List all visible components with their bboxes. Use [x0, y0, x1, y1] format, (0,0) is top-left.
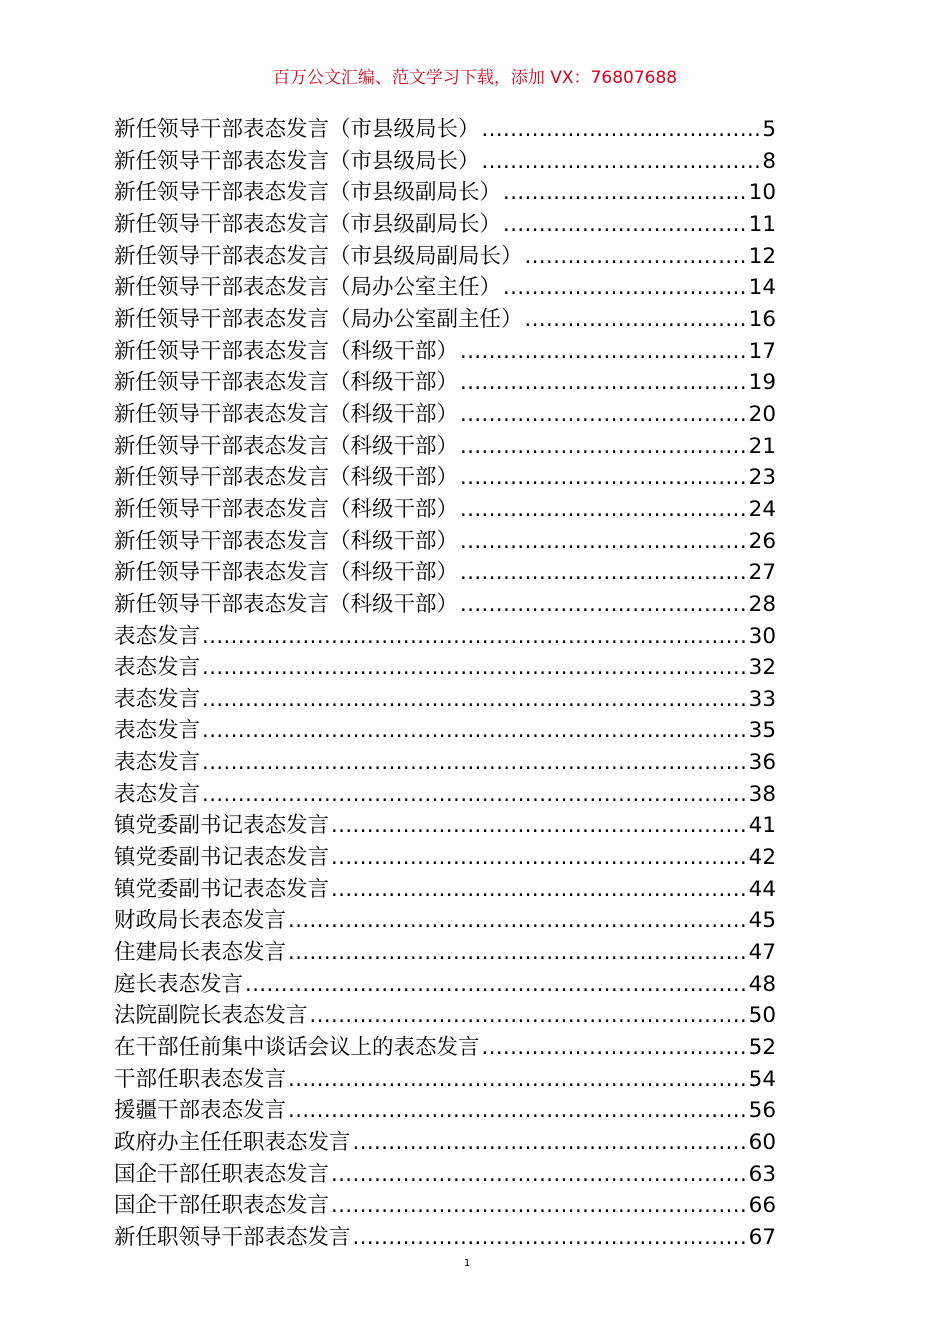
toc-entry-title: 镇党委副书记表态发言: [114, 845, 330, 871]
toc-entry-page: 5: [762, 117, 776, 142]
toc-entry[interactable]: [114, 779, 776, 811]
toc-dot-leader: [245, 969, 747, 1001]
toc-dot-leader: [460, 367, 747, 399]
toc-entry-title: 新任领导干部表态发言（科级干部）: [114, 370, 459, 396]
toc-entry-page: 24: [748, 496, 776, 522]
toc-entry-page: 14: [748, 275, 776, 301]
toc-dot-leader: [331, 1190, 747, 1222]
toc-entry-page: 66: [748, 1193, 776, 1219]
toc-dot-leader: [482, 114, 761, 146]
toc-dot-leader: [202, 621, 747, 653]
toc-entry-page: 20: [748, 401, 776, 427]
toc-entry[interactable]: [114, 589, 776, 621]
toc-entry-page: 48: [748, 971, 776, 997]
toc-dot-leader: [460, 526, 747, 558]
toc-entry[interactable]: [114, 1159, 776, 1191]
toc-dot-leader: [503, 209, 747, 241]
toc-dot-leader: [460, 589, 747, 621]
toc-entry[interactable]: [114, 969, 776, 1001]
toc-entry-page: 41: [748, 813, 776, 839]
toc-entry[interactable]: [114, 1127, 776, 1159]
toc-dot-leader: [353, 1127, 747, 1159]
toc-dot-leader: [460, 431, 747, 463]
toc-entry[interactable]: [114, 842, 776, 874]
toc-entry-page: 21: [748, 433, 776, 459]
toc-entry[interactable]: [114, 241, 776, 273]
toc-entry-page: 32: [748, 655, 776, 681]
toc-entry-page: 67: [748, 1224, 776, 1250]
toc-dot-leader: [503, 177, 747, 209]
toc-dot-leader: [331, 810, 747, 842]
toc-entry[interactable]: [114, 715, 776, 747]
toc-entry-page: 30: [748, 623, 776, 649]
toc-dot-leader: [202, 715, 747, 747]
toc-entry-title: 新任领导干部表态发言（科级干部）: [114, 338, 459, 364]
toc-entry[interactable]: [114, 1064, 776, 1096]
toc-entry[interactable]: [114, 1000, 776, 1032]
toc-dot-leader: [202, 652, 747, 684]
toc-entry-title: 表态发言: [114, 623, 201, 649]
toc-entry-page: 44: [748, 876, 776, 902]
toc-entry-title: 新任领导干部表态发言（市县级局副局长）: [114, 243, 523, 269]
toc-entry[interactable]: [114, 937, 776, 969]
toc-entry[interactable]: [114, 146, 776, 178]
toc-entry-page: 63: [748, 1161, 776, 1187]
toc-entry-title: 表态发言: [114, 781, 201, 807]
toc-dot-leader: [202, 747, 747, 779]
toc-dot-leader: [288, 905, 747, 937]
toc-dot-leader: [202, 779, 747, 811]
toc-entry[interactable]: [114, 905, 776, 937]
toc-dot-leader: [331, 842, 747, 874]
toc-entry-page: 11: [748, 211, 776, 237]
toc-entry[interactable]: [114, 462, 776, 494]
toc-entry-title: 新任领导干部表态发言（科级干部）: [114, 560, 459, 586]
toc-dot-leader: [460, 399, 747, 431]
toc-entry[interactable]: [114, 621, 776, 653]
toc-entry[interactable]: [114, 1095, 776, 1127]
toc-entry-page: 36: [748, 750, 776, 776]
toc-dot-leader: [525, 241, 747, 273]
toc-entry-title: 镇党委副书记表态发言: [114, 876, 330, 902]
toc-entry-page: 28: [748, 591, 776, 617]
toc-entry-title: 新任领导干部表态发言（科级干部）: [114, 433, 459, 459]
watermark-header: 百万公文汇编、范文学习下载，添加 VX：76807688: [272, 68, 678, 88]
toc-entry-page: 54: [748, 1066, 776, 1092]
toc-entry-page: 33: [748, 686, 776, 712]
toc-entry-page: 10: [748, 180, 776, 206]
toc-entry[interactable]: [114, 810, 776, 842]
toc-entry[interactable]: [114, 209, 776, 241]
toc-dot-leader: [460, 462, 747, 494]
toc-dot-leader: [288, 937, 747, 969]
toc-entry[interactable]: [114, 336, 776, 368]
toc-entry-page: 27: [748, 560, 776, 586]
toc-entry-title: 新任领导干部表态发言（科级干部）: [114, 465, 459, 491]
toc-dot-leader: [460, 557, 747, 589]
toc-entry[interactable]: [114, 431, 776, 463]
toc-entry-title: 新任领导干部表态发言（市县级副局长）: [114, 180, 502, 206]
toc-entry[interactable]: [114, 367, 776, 399]
toc-entry-page: 26: [748, 528, 776, 554]
toc-dot-leader: [460, 494, 747, 526]
toc-entry-page: 12: [748, 243, 776, 269]
toc-entry-page: 47: [748, 940, 776, 966]
toc-dot-leader: [331, 1159, 747, 1191]
toc-entry[interactable]: [114, 399, 776, 431]
toc-dot-leader: [288, 1064, 747, 1096]
toc-dot-leader: [503, 272, 747, 304]
toc-dot-leader: [310, 1000, 747, 1032]
toc-entry-title: 新任领导干部表态发言（市县级副局长）: [114, 211, 502, 237]
toc-entry-page: 45: [748, 908, 776, 934]
toc-entry-title: 新任领导干部表态发言（科级干部）: [114, 496, 459, 522]
toc-entry-title: 新任领导干部表态发言（科级干部）: [114, 591, 459, 617]
toc-dot-leader: [482, 1032, 747, 1064]
toc-entry-title: 干部任职表态发言: [114, 1066, 287, 1092]
toc-dot-leader: [331, 874, 747, 906]
toc-entry-title: 新任领导干部表态发言（科级干部）: [114, 528, 459, 554]
toc-entry-title: 新任领导干部表态发言（局办公室副主任）: [114, 306, 523, 332]
toc-entry-page: 42: [748, 845, 776, 871]
toc-entry-title: 表态发言: [114, 655, 201, 681]
toc-entry-page: 19: [748, 370, 776, 396]
toc-entry-title: 新任领导干部表态发言（局办公室主任）: [114, 275, 502, 301]
toc-entry-title: 国企干部任职表态发言: [114, 1161, 330, 1187]
toc-entry-title: 财政局长表态发言: [114, 908, 287, 934]
table-of-contents: [114, 114, 776, 1254]
toc-entry-title: 新任领导干部表态发言（市县级局长）: [114, 117, 480, 142]
toc-entry-title: 国企干部任职表态发言: [114, 1193, 330, 1219]
toc-entry-title: 法院副院长表态发言: [114, 1003, 308, 1029]
toc-entry[interactable]: [114, 747, 776, 779]
toc-entry-title: 新任职领导干部表态发言: [114, 1224, 351, 1250]
toc-entry-page: 8: [762, 148, 776, 174]
toc-entry[interactable]: [114, 874, 776, 906]
toc-entry-page: 23: [748, 465, 776, 491]
toc-entry[interactable]: [114, 304, 776, 336]
toc-entry-title: 新任领导干部表态发言（市县级局长）: [114, 148, 480, 174]
toc-entry-page: 50: [748, 1003, 776, 1029]
toc-entry-page: 38: [748, 781, 776, 807]
toc-dot-leader: [202, 684, 747, 716]
page-number: 1: [463, 1258, 471, 1269]
toc-entry[interactable]: [114, 684, 776, 716]
toc-entry-title: 在干部任前集中谈话会议上的表态发言: [114, 1035, 480, 1061]
toc-entry[interactable]: [114, 114, 776, 146]
toc-dot-leader: [525, 304, 747, 336]
toc-entry-title: 住建局长表态发言: [114, 940, 287, 966]
toc-entry-page: 16: [748, 306, 776, 332]
toc-entry-title: 新任领导干部表态发言（科级干部）: [114, 401, 459, 427]
toc-dot-leader: [460, 336, 747, 368]
toc-entry[interactable]: [114, 1032, 776, 1064]
toc-entry[interactable]: [114, 1222, 776, 1254]
toc-entry[interactable]: [114, 652, 776, 684]
toc-entry-title: 政府办主任任职表态发言: [114, 1130, 351, 1155]
toc-entry[interactable]: [114, 557, 776, 589]
toc-entry[interactable]: [114, 494, 776, 526]
toc-dot-leader: [482, 146, 761, 178]
toc-entry[interactable]: [114, 272, 776, 304]
toc-entry-title: 表态发言: [114, 750, 201, 776]
toc-entry-title: 表态发言: [114, 686, 201, 712]
toc-entry-title: 镇党委副书记表态发言: [114, 813, 330, 839]
toc-dot-leader: [353, 1222, 747, 1254]
toc-entry[interactable]: [114, 177, 776, 209]
toc-entry-title: 表态发言: [114, 718, 201, 744]
toc-entry-title: 援疆干部表态发言: [114, 1098, 287, 1124]
toc-entry-page: 56: [748, 1098, 776, 1124]
toc-entry-page: 35: [748, 718, 776, 744]
toc-entry-title: 庭长表态发言: [114, 971, 244, 997]
toc-entry[interactable]: [114, 526, 776, 558]
toc-entry-page: 60: [748, 1130, 776, 1155]
toc-entry-page: 52: [748, 1035, 776, 1061]
toc-entry[interactable]: [114, 1190, 776, 1222]
toc-entry-page: 17: [748, 338, 776, 364]
toc-dot-leader: [288, 1095, 747, 1127]
